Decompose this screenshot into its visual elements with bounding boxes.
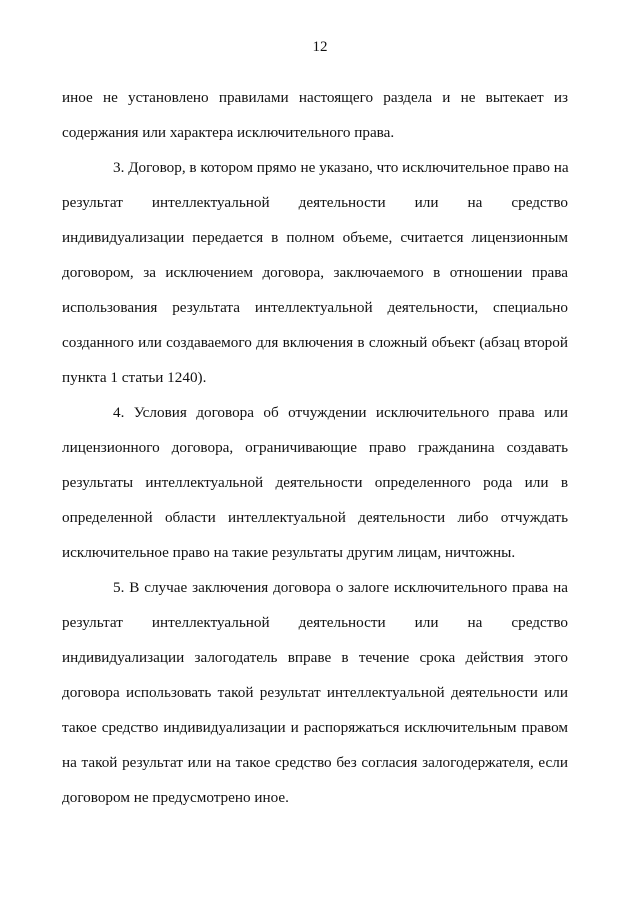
text-line: индивидуализации залогодатель вправе в течение срока действия этого — [62, 649, 568, 666]
text-line: созданного или создаваемого для включения в сложный объект (абзац второй — [62, 334, 568, 351]
text-line: договора использовать такой результат интеллектуальной деятельности или — [62, 684, 568, 701]
text-line: содержания или характера исключительного права. — [62, 124, 395, 141]
paragraph-5-first-line: 5. В случае заключения договора о залоге исключительного права на — [113, 579, 568, 596]
text-line: использования результата интеллектуальной деятельности, специально — [62, 299, 568, 316]
paragraph-4-first-line: 4. Условия договора об отчуждении исключительного права или — [113, 404, 568, 421]
paragraph-3-first-line: 3. Договор, в котором прямо не указано, что исключительное право на — [113, 159, 569, 176]
text-line: результаты интеллектуальной деятельности определенного рода или в — [62, 474, 568, 491]
text-line: исключительное право на такие результаты другим лицам, ничтожны. — [62, 544, 516, 561]
text-line: лицензионного договора, ограничивающие право гражданина создавать — [62, 439, 568, 456]
text-line: договором не предусмотрено иное. — [62, 789, 289, 806]
text-line: на такой результат или на такое средство без согласия залогодержателя, если — [62, 754, 568, 771]
text-line: такое средство индивидуализации и распоряжаться исключительным правом — [62, 719, 568, 736]
text-line: индивидуализации передается в полном объеме, считается лицензионным — [62, 229, 568, 246]
text-line: иное не установлено правилами настоящего раздела и не вытекает из — [62, 89, 568, 106]
text-line: результат интеллектуальной деятельности или на средство — [62, 614, 568, 631]
text-line: пункта 1 статьи 1240). — [62, 369, 207, 386]
text-line: определенной области интеллектуальной деятельности либо отчуждать — [62, 509, 568, 526]
text-line: договором, за исключением договора, заключаемого в отношении права — [62, 264, 568, 281]
text-line: результат интеллектуальной деятельности или на средство — [62, 194, 568, 211]
page-number: 12 — [312, 39, 328, 55]
